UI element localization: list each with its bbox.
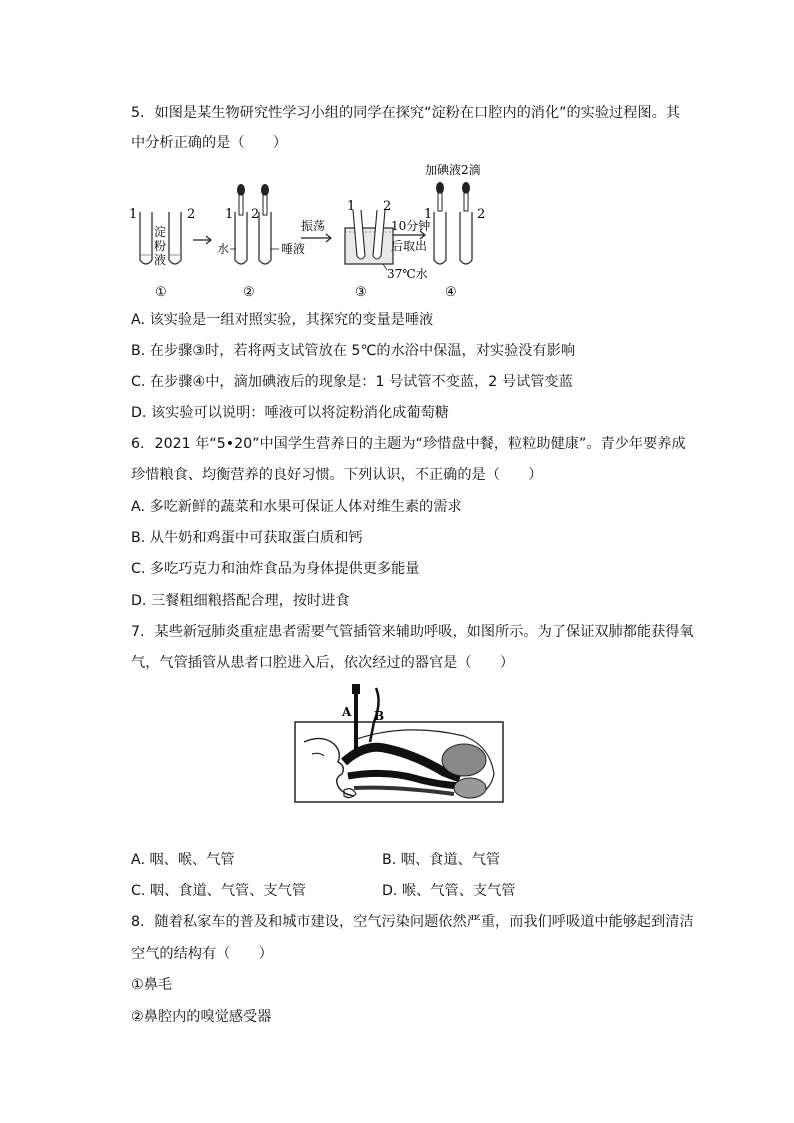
q7-stem-line2: 气，气管插管从患者口腔进入后，依次经过的器官是（ ） [131,655,515,671]
step-label-1: ① [155,285,167,300]
q7-option-c[interactable]: C. 咽、食道、气管、支气管 [131,883,306,899]
step-label-2: ② [243,285,255,300]
q8-stem-line1: 8. 随着私家车的普及和城市建设，空气污染问题依然严重，而我们呼吸道中能够起到清洁 [131,914,694,930]
q8-stem-line2: 空气的结构有（ ） [131,946,273,962]
q5-option-c[interactable]: C. 在步骤④中，滴加碘液后的现象是：1 号试管不变蓝，2 号试管变蓝 [131,374,573,390]
q5-option-d[interactable]: D. 该实验可以说明：唾液可以将淀粉消化成葡萄糖 [131,405,449,421]
q5-stem-line2: 中分析正确的是（ ） [131,135,288,151]
q6-option-d[interactable]: D. 三餐粗细粮搭配合理，按时进食 [131,593,350,609]
dropper-icon [436,182,470,211]
water-label: 水 [217,242,230,256]
tube1-label: 1 [129,207,138,222]
q5-option-a[interactable]: A. 该实验是一组对照实验，其探究的变量是唾液 [131,312,434,328]
q6-option-c[interactable]: C. 多吃巧克力和油炸食品为身体提供更多能量 [131,561,420,577]
starch-label-3: 液 [154,253,167,267]
q7-option-b[interactable]: B. 咽、食道、气管 [382,852,501,868]
q8-item-2: ②鼻腔内的嗅觉感受器 [131,1009,272,1025]
q6-stem-line2: 珍惜粮食、均衡营养的良好习惯。下列认识，不正确的是（ ） [131,467,543,483]
time-label-2: 后取出 [391,239,428,253]
q6-option-a[interactable]: A. 多吃新鲜的蔬菜和水果可保证人体对维生素的需求 [131,499,462,515]
q7-option-a[interactable]: A. 咽、喉、气管 [131,852,235,868]
tube1-label-step4: 1 [424,207,433,222]
starch-label-2: 粉 [154,239,167,253]
q6-number: 6. [131,436,145,452]
bath-label: 37℃水 [387,267,428,281]
time-label-1: 10分钟 [391,219,431,233]
q5-number: 5. [131,105,145,121]
tube2-label-step2: 2 [251,207,260,222]
q8-item-1: ①鼻毛 [131,977,173,993]
q7-option-d[interactable]: D. 喉、气管、支气管 [382,883,516,899]
q5-stem-line1: 5. 如图是某生物研究性学习小组的同学在探究“淀粉在口腔内的消化”的实验过程图。其 [131,105,680,121]
tube2-label-step4: 2 [477,207,486,222]
tube-b-label: B [374,709,385,723]
saliva-label: 唾液 [281,242,306,256]
step-label-3: ③ [355,285,367,300]
tube2-label-step3: 2 [383,199,392,214]
q7-stem-line1: 7. 某些新冠肺炎重症患者需要气管插管来辅助呼吸，如图所示。为了保证双肺都能获得氧 [131,624,694,640]
starch-label-1: 淀 [154,225,167,239]
q5-experiment-figure [125,160,495,300]
shake-label: 振荡 [301,219,326,233]
q5-option-b[interactable]: B. 在步骤③时，若将两支试管放在 5℃的水浴中保温，对实验没有影响 [131,343,576,359]
q7-number: 7. [131,624,145,640]
arrow-right-icon [193,236,211,244]
q8-number: 8. [131,914,145,930]
arrow-right-icon [301,234,331,242]
q6-option-b[interactable]: B. 从牛奶和鸡蛋中可获取蛋白质和钙 [131,530,363,546]
step-label-4: ④ [445,285,457,300]
water-bath [345,210,393,264]
step4-tubes [434,212,472,264]
tube-a-label: A [342,705,352,719]
q7-intubation-figure [294,682,506,806]
iodine-label: 加碘液2滴 [425,163,481,177]
tube1-label-step2: 1 [225,207,234,222]
tube2-label: 2 [187,207,196,222]
q6-stem-line1: 6. 2021 年“5•20”中国学生营养日的主题为“珍惜盘中餐，粒粒助健康”。青少年要养成 [131,436,686,452]
tube1-label-step3: 1 [347,199,356,214]
